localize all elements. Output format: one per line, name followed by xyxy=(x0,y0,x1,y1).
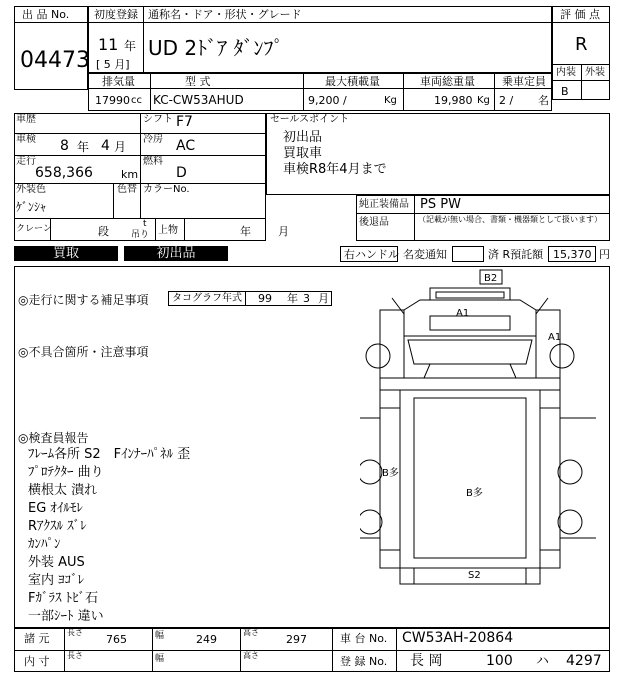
chassis-label: 車 台 No. xyxy=(340,632,388,645)
tacho-label: タコグラフ年式 xyxy=(172,293,242,304)
aftermarket-label: 後退品 xyxy=(359,217,389,228)
color-value: ｹﾞﾝｼｬ xyxy=(16,200,47,214)
lot-number: 04473 xyxy=(20,48,90,73)
length-value: 765 xyxy=(106,633,127,646)
mileage-label: 走行 xyxy=(16,156,36,167)
dims-label: 諸 元 xyxy=(24,632,50,645)
capacity-label: 乗車定員 xyxy=(502,75,546,88)
inspector-item: 横根太 潰れ xyxy=(28,483,98,498)
width-label: 幅 xyxy=(155,631,165,641)
exterior-label: 外装 xyxy=(585,67,605,78)
name-change-label: 名変通知 xyxy=(403,248,447,261)
tacho-year-unit: 年 xyxy=(287,292,298,305)
driving-title: ◎走行に関する補足事項 xyxy=(18,293,149,307)
capacity-unit: 名 xyxy=(538,94,549,107)
displacement-label: 排気量 xyxy=(102,75,135,88)
inspector-item: 室内 ﾖｺﾞﾚ xyxy=(28,573,85,588)
inner-length-label: 長さ xyxy=(67,651,83,660)
max-load-label: 最大積載量 xyxy=(325,75,380,88)
name-change-box xyxy=(452,246,484,262)
inspection-month-unit: 月 xyxy=(114,140,127,154)
inner-label: 内 寸 xyxy=(24,655,50,668)
gross-weight-unit: Kg xyxy=(477,95,490,106)
body-year: 年 xyxy=(240,225,251,238)
inspector-title: ◎検査員報告 xyxy=(18,431,89,445)
lot-label: 出 品 No. xyxy=(22,8,70,21)
inspection-label: 車検 xyxy=(16,134,36,145)
inner-height-label: 高さ xyxy=(243,651,259,660)
height-label: 高さ xyxy=(243,628,259,637)
defect-title: ◎不具合箇所・注意事項 xyxy=(18,345,149,359)
color-no-label: カラーNo. xyxy=(143,184,190,195)
damage-mark: A1 xyxy=(548,332,562,343)
color-label: 外装色 xyxy=(16,184,46,195)
inspector-item: Fｶﾞﾗｽ ﾄﾋﾞ石 xyxy=(28,591,99,606)
displacement-unit: cc xyxy=(131,95,142,106)
crane-stage: 段 xyxy=(98,225,109,238)
sales-point-1: 初出品 xyxy=(283,130,323,145)
capacity-value: 2 / xyxy=(499,94,514,107)
rhd-label: 右ハンドル xyxy=(344,248,399,261)
equipment-label: 純正装備品 xyxy=(359,199,409,210)
length-label: 長さ xyxy=(67,628,83,637)
shift-value: F7 xyxy=(176,114,193,130)
fuel-value: D xyxy=(176,165,187,181)
mileage-unit: km xyxy=(121,168,139,181)
damage-mark: A1 xyxy=(456,308,470,319)
plate-kana: ハ xyxy=(536,654,550,669)
purchase-badge: 買取 xyxy=(14,246,118,261)
inspector-item: 一部ｼｰﾄ 違い xyxy=(28,609,104,624)
history-label: 車歴 xyxy=(16,114,36,125)
displacement-value: 17990 xyxy=(95,94,130,107)
model-name: UD 2ﾄﾞｱ ﾀﾞﾝﾌﾟ xyxy=(148,36,284,60)
eval-label: 評 価 点 xyxy=(560,8,600,21)
damage-mark: S2 xyxy=(468,570,481,581)
recycle-label: 済 R預託額 xyxy=(488,248,544,261)
shift-label: シフト xyxy=(143,114,173,125)
chassis-number: CW53AH-20864 xyxy=(402,630,514,646)
tacho-month: 3 xyxy=(303,292,310,305)
reg-month: [ 5 月] xyxy=(96,58,130,71)
sales-point-label: セールスポイント xyxy=(270,114,350,125)
plate-number: 4297 xyxy=(566,653,602,669)
crane-hang: 吊り xyxy=(131,230,150,240)
inspection-year-unit: 年 xyxy=(77,140,90,154)
gross-weight-value: 19,980 xyxy=(434,94,473,107)
height-value: 297 xyxy=(286,633,307,646)
tacho-month-unit: 月 xyxy=(318,292,329,305)
inspector-item: ﾌﾟﾛﾃｸﾀｰ 曲り xyxy=(28,465,104,480)
inspector-item: EG ｵｲﾙﾓﾚ xyxy=(28,501,83,516)
inspection-month: 4 xyxy=(101,138,110,154)
tacho-year: 99 xyxy=(258,292,272,305)
aftermarket-note: （記載が無い場合、書類・機器類として扱います） xyxy=(418,215,602,224)
yen-label: 円 xyxy=(599,248,610,261)
plate-label: 登 録 No. xyxy=(340,655,388,668)
recycle-amount: 15,370 xyxy=(553,248,592,261)
first-listing-badge: 初出品 xyxy=(124,246,228,261)
sales-point-3: 車検R8年4月まで xyxy=(283,162,387,177)
inspector-item: 外装 AUS xyxy=(28,555,85,570)
body-label: 上物 xyxy=(158,225,178,236)
inner-width-label: 幅 xyxy=(155,654,165,664)
name-label: 通称名・ドア・形状・グレード xyxy=(148,8,302,21)
mileage-value: 658,366 xyxy=(35,165,93,181)
plate-class: 100 xyxy=(486,653,513,669)
max-load-unit: Kg xyxy=(384,95,397,106)
inspector-item: ﾌﾚｰﾑ各所 S2 Fｲﾝﾅｰﾊﾟﾈﾙ 歪 xyxy=(28,447,191,462)
truck-diagram xyxy=(360,268,596,622)
damage-mark: B多 xyxy=(466,488,483,499)
paint-label: 色替 xyxy=(117,184,137,195)
fuel-label: 燃料 xyxy=(143,156,163,167)
reg-year: 11 xyxy=(98,35,119,54)
model-code: KC-CW53AHUD xyxy=(153,93,244,107)
body-month: 月 xyxy=(278,225,289,238)
width-value: 249 xyxy=(196,633,217,646)
crane-label: クレーン xyxy=(16,224,52,234)
damage-mark: B2 xyxy=(484,273,498,284)
ac-value: AC xyxy=(176,138,196,154)
inspector-item: Rｱｸｽﾙ ｽﾞﾚ xyxy=(28,519,87,534)
inspector-item: ｶﾝﾊﾟﾝ xyxy=(28,537,61,552)
reg-year-unit: 年 xyxy=(124,39,137,53)
interior-label: 内装 xyxy=(556,67,576,78)
max-load-value: 9,200 / xyxy=(308,94,347,107)
plate-region: 長 岡 xyxy=(410,653,443,669)
inspection-year: 8 xyxy=(60,138,69,154)
model-label: 型 式 xyxy=(185,75,211,88)
crane-ton: t xyxy=(143,219,147,229)
sales-point-2: 買取車 xyxy=(283,146,323,161)
eval-score: R xyxy=(575,34,588,55)
ac-label: 冷房 xyxy=(143,134,163,145)
gross-weight-label: 車両総重量 xyxy=(420,75,475,88)
damage-mark: B多 xyxy=(382,468,399,479)
first-reg-label: 初度登録 xyxy=(94,8,138,21)
interior-score: B xyxy=(561,85,569,98)
equipment-value: PS PW xyxy=(420,197,461,212)
